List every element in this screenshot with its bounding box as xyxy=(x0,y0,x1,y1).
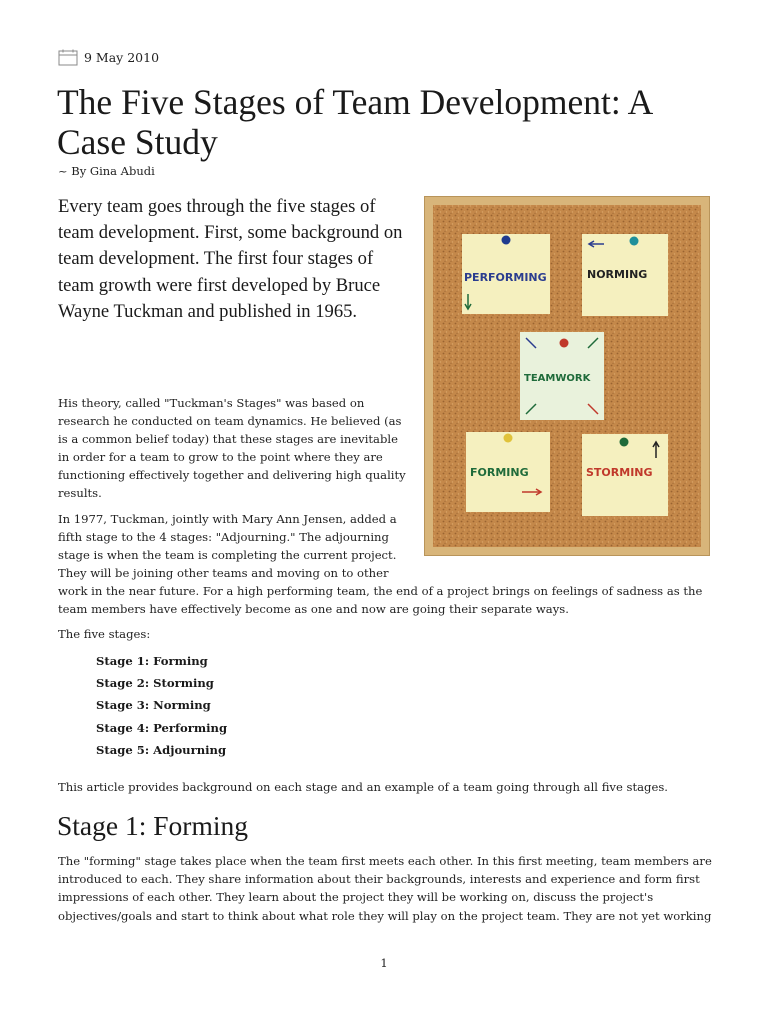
pushpin-blue xyxy=(502,236,511,245)
list-item: Stage 4: Performing xyxy=(96,720,228,735)
note-forming xyxy=(466,432,550,512)
pushpin-green xyxy=(620,438,629,447)
note-storming xyxy=(582,434,668,516)
theory-paragraph: His theory, called "Tuckman's Stages" was based on research he conducted on team dynamics. He believed (as is a common belief today) that these stages are inevitable in order for a team to grow to the point where they are functioning effectively together and delivering high quality results. xyxy=(58,396,406,500)
date-text: 9 May 2010 xyxy=(84,49,160,65)
lead-paragraph: Every team goes through the five stages of team development. First, some background on team development. The first four stages of team growth were first developed by Bruce Wayne Tuckman and published in 1965. xyxy=(58,196,403,322)
note-norming xyxy=(582,234,668,316)
pushpin-yellow xyxy=(504,434,513,443)
overview-paragraph: This article provides background on each stage and an example of a team going through all five stages. xyxy=(58,780,668,794)
pushpin-red xyxy=(560,339,569,348)
page-number: 1 xyxy=(380,956,388,970)
five-stages-intro: The five stages: xyxy=(58,627,151,641)
note-teamwork xyxy=(520,332,604,420)
adjourning-paragraph-full: work in the near future. For a high performing team, the end of a project brings on feelings of sadness as the team members have effectively become as one and now are going their separate ways. xyxy=(58,584,703,616)
forming-paragraph: The "forming" stage takes place when the team first meets each other. In this first meeting, team members are introduced to each. They share information about their backgrounds, interests and experience and form first impressions of each other. They learn about the project they will be working on, discuss the project's objectives/goals and start to think about what role they will play on the project team. They are not yet working xyxy=(58,854,712,923)
note-performing-label: PERFORMING xyxy=(464,271,547,284)
note-performing xyxy=(462,234,550,314)
list-item: Stage 3: Norming xyxy=(96,698,211,713)
section-heading-forming: Stage 1: Forming xyxy=(57,810,248,841)
note-teamwork-label: TEAMWORK xyxy=(524,373,591,384)
calendar-icon xyxy=(58,49,78,66)
note-norming-label: NORMING xyxy=(587,268,648,281)
list-item: Stage 5: Adjourning xyxy=(96,742,227,757)
byline: ~ By Gina Abudi xyxy=(58,164,155,178)
adjourning-paragraph xyxy=(58,510,708,618)
pushpin-teal xyxy=(630,237,639,246)
note-storming-label: STORMING xyxy=(586,466,653,479)
note-forming-label: FORMING xyxy=(470,466,529,479)
list-item: Stage 2: Storming xyxy=(96,676,214,691)
post-date xyxy=(58,47,159,67)
corkboard-photo xyxy=(424,196,710,556)
stage-list xyxy=(96,650,227,761)
adjourning-paragraph-wrapped: In 1977, Tuckman, jointly with Mary Ann Jensen, added a fifth stage to the 4 stages: "Adjourning." The adjourning stage is when the team is completing the current project. They will be joining other teams and moving on to other xyxy=(58,512,397,580)
list-item: Stage 1: Forming xyxy=(96,654,208,668)
article-title: The Five Stages of Team Development: A Case Study xyxy=(57,82,652,162)
